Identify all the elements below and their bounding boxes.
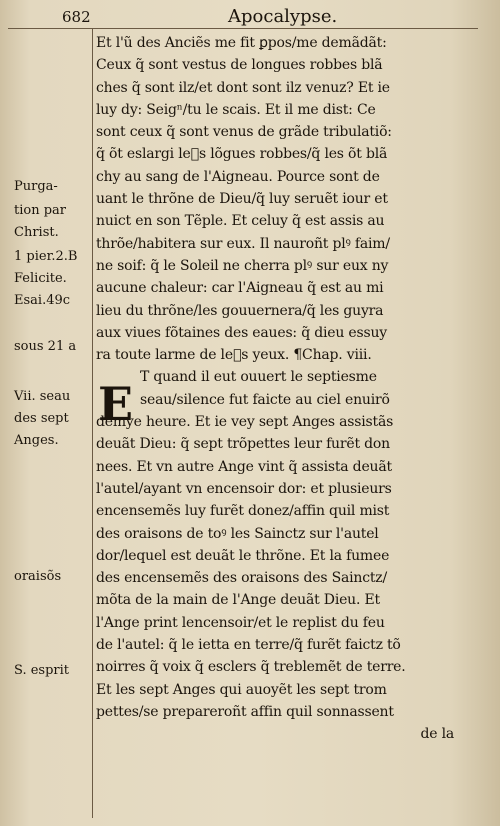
text-line: noirres q̃ voix q̃ esclers q̃ treblemẽt de terre. — [96, 659, 406, 676]
running-head: Apocalypse. — [228, 6, 338, 27]
drop-initial: E — [98, 377, 134, 431]
text-line: luy dy: Seigⁿ/tu le scais. Et il me dist: Ce — [96, 101, 376, 118]
text-line: chy au sang de l'Aigneau. Pource sont de — [96, 168, 380, 185]
margin-note: Anges. — [14, 433, 59, 448]
text-line: des encensemẽs des oraisons des Sainctz/ — [96, 570, 387, 587]
text-line: uant le thrõne de Dieu/q̃ luy seruẽt iour et — [96, 191, 388, 208]
text-line: nees. Et vn autre Ange vint q̃ assista deuãt — [96, 458, 392, 475]
text-line: seau/silence fut faicte au ciel enuirõ — [140, 391, 390, 408]
margin-note: Esai.49c — [14, 293, 71, 308]
text-line: nuict en son Tẽple. Et celuy q̃ est assis au — [96, 213, 385, 230]
text-line: aucune chaleur: car l'Aigneau q̃ est au mi — [96, 280, 384, 297]
text-line: Ceux q̃ sont vestus de longues robbes blã — [96, 57, 383, 74]
text-line: encensemẽs luy furẽt donez/affin quil mist — [96, 503, 390, 520]
text-line: lieu du thrõne/les gouuernera/q̃ les guyra — [96, 302, 384, 319]
text-line: ne soif: q̃ le Soleil ne cherra plꝰ sur eux ny — [96, 257, 389, 274]
text-line: des oraisons de toꝰ les Sainctz sur l'autel — [96, 525, 379, 542]
text-line: Et l'ũ des Anciẽs me fit ꝑpos/me demãdãt: — [96, 35, 387, 51]
margin-note: S. esprit — [14, 663, 69, 678]
margin-note: Felicite. — [14, 271, 67, 286]
margin-note: tion par — [14, 203, 66, 218]
margin-note: 1 pier.2.B — [14, 249, 78, 264]
text-line: demye heure. Et ie vey sept Anges assistãs — [96, 414, 394, 431]
margin-note: Christ. — [14, 225, 59, 240]
margin-note: Purga- — [14, 179, 58, 194]
text-line: aux viues fõtaines des eaues: q̃ dieu essuy — [96, 324, 387, 341]
text-line: Et les sept Anges qui auoyẽt les sept trom — [96, 681, 387, 698]
text-line: T quand il eut ouuert le septiesme — [140, 369, 377, 386]
margin-note: oraisõs — [14, 569, 62, 584]
catchword: de la — [420, 726, 454, 743]
text-line: pettes/se prepareroñt affin quil sonnassent — [96, 703, 394, 720]
text-line: thrõe/habitera sur eux. Il nauroñt plꝰ faim/ — [96, 235, 390, 252]
text-line: l'Ange print lencensoir/et le replist du feu — [96, 614, 385, 631]
margin-rule — [92, 28, 93, 818]
text-block — [96, 32, 482, 746]
text-line: mõta de la main de l'Ange deuãt Dieu. Et — [96, 592, 380, 609]
text-line: sont ceux q̃ sont venus de grãde tribulatiõ: — [96, 124, 392, 141]
folio-number: 682 — [62, 8, 91, 26]
text-line: ra toute larme de leᷣs yeux. ¶Chap. viii. — [96, 347, 372, 364]
margin-note: des sept — [14, 411, 69, 426]
margin-column — [0, 0, 92, 826]
text-line: q̃ õt eslargi leᷣs lõgues robbes/q̃ les õt blã — [96, 146, 388, 163]
text-line: de l'autel: q̃ le ietta en terre/q̃ furẽt faictz tõ — [96, 637, 401, 654]
margin-note: Vii. seau — [14, 389, 71, 404]
text-line: dor/lequel est deuãt le thrõne. Et la fumee — [96, 547, 390, 564]
text-line: ches q̃ sont ilz/et dont sont ilz venuz? Et ie — [96, 79, 390, 96]
text-line: deuãt Dieu: q̃ sept trõpettes leur furẽt don — [96, 436, 390, 453]
text-line: l'autel/ayant vn encensoir dor: et plusieurs — [96, 480, 392, 497]
margin-note: sous 21 a — [14, 339, 77, 354]
